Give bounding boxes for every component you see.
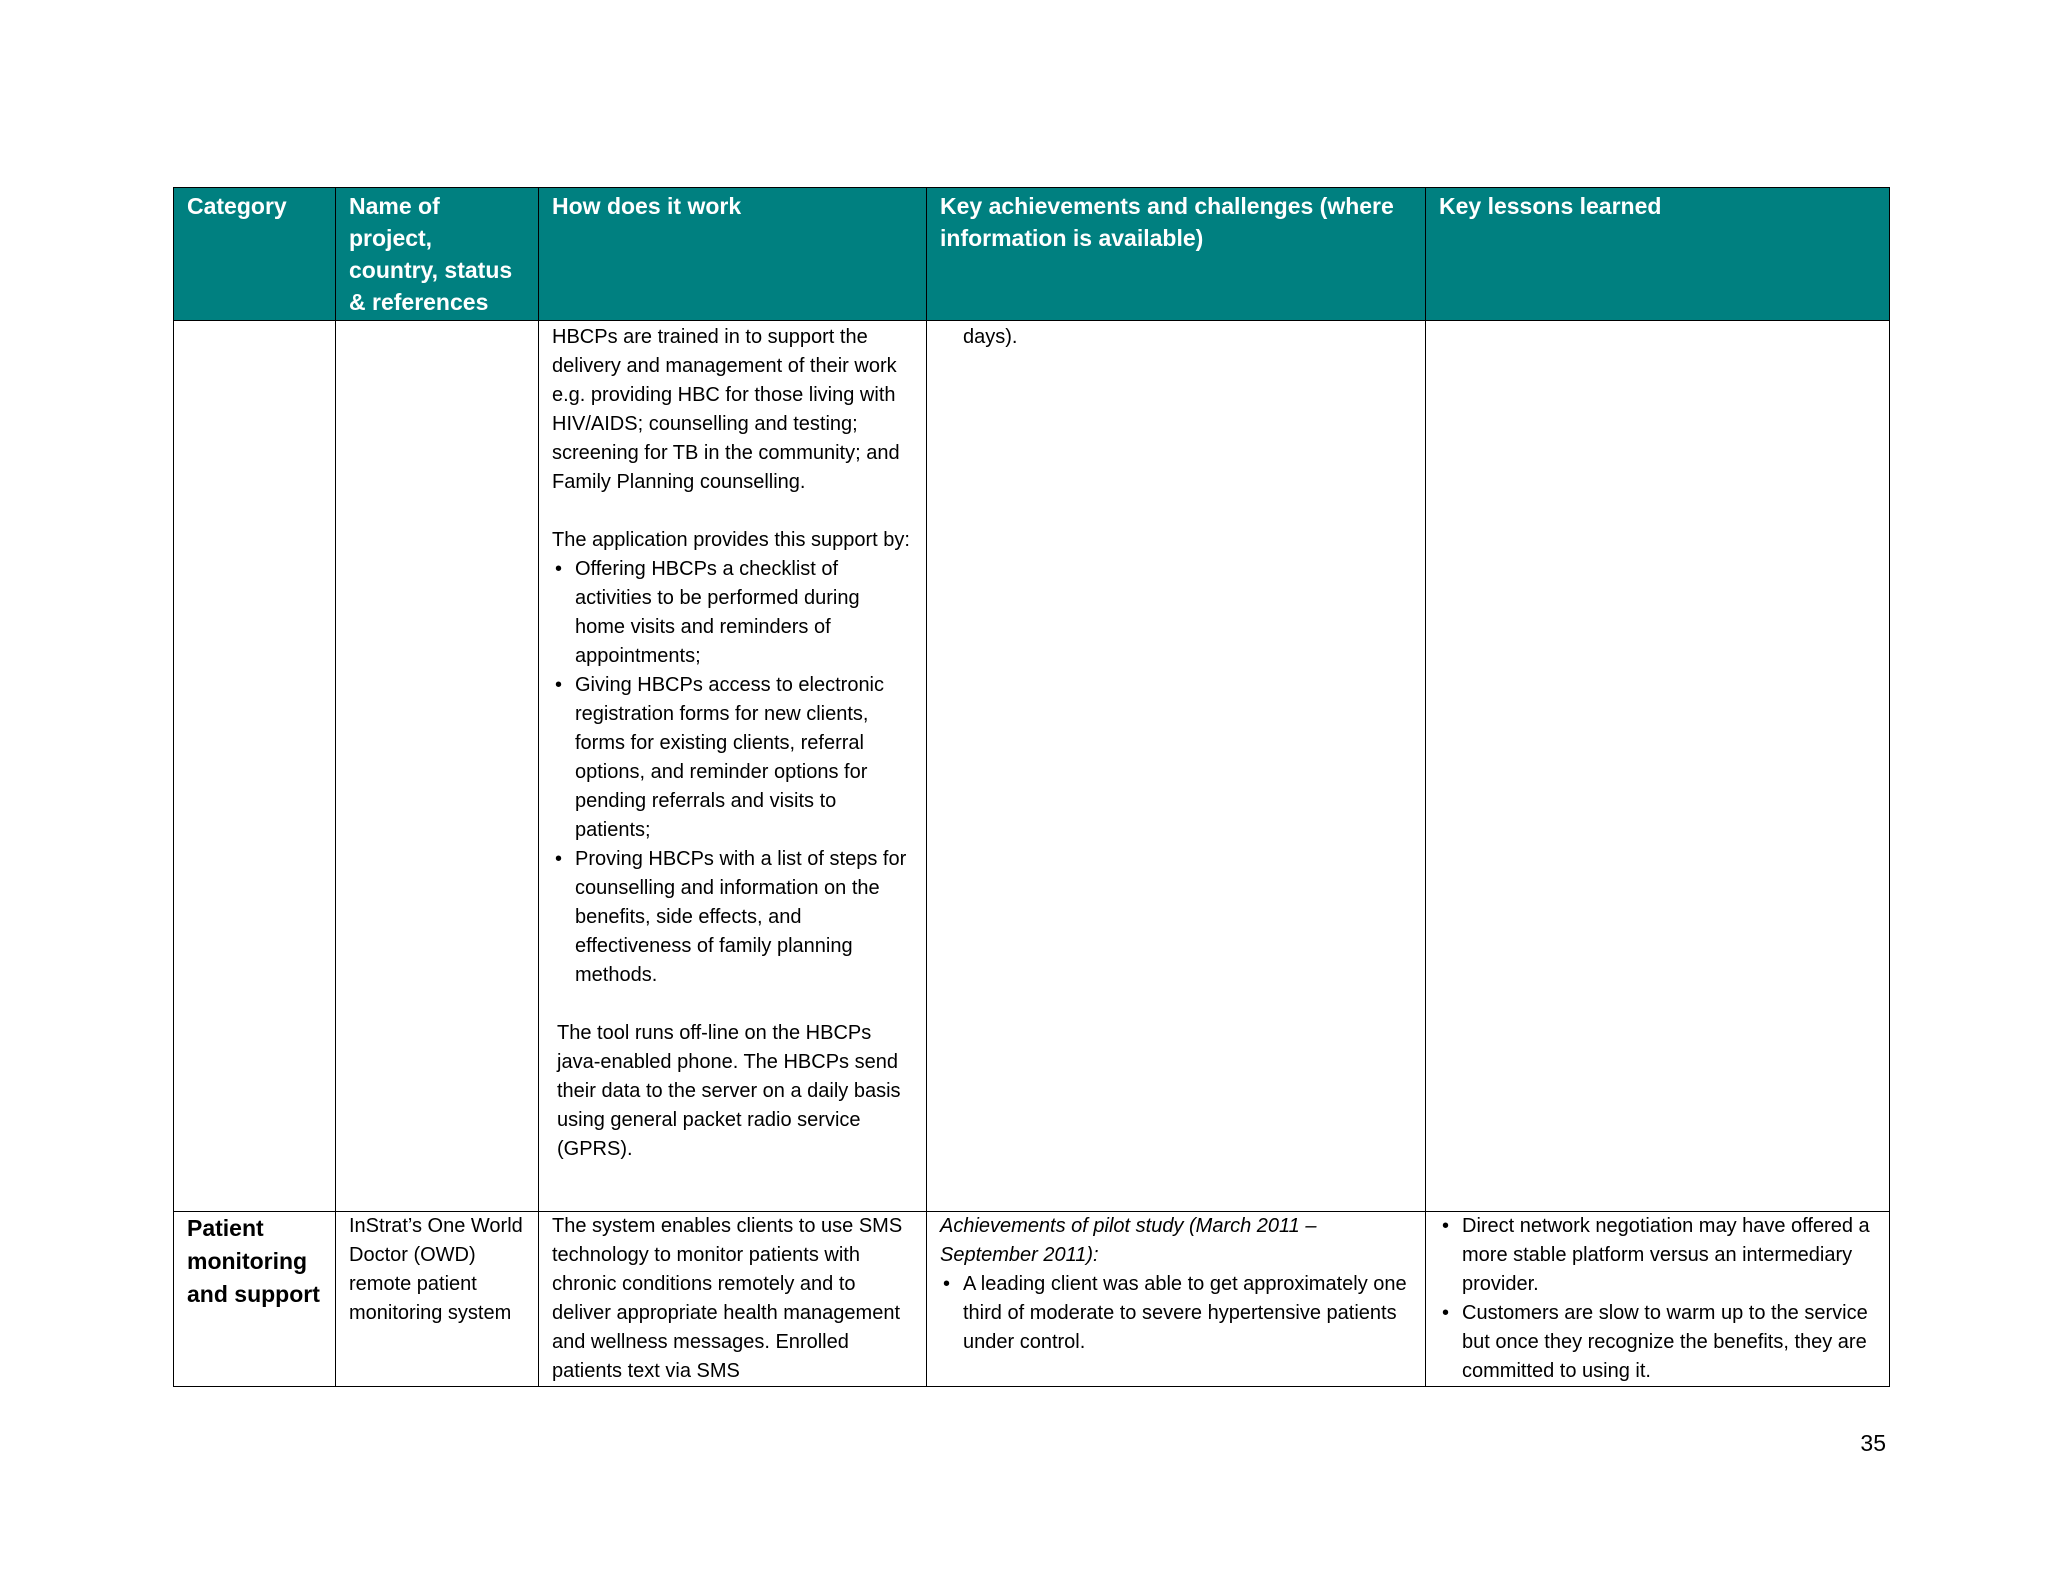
bullet-icon: • xyxy=(555,558,563,580)
header-category: Category xyxy=(174,188,336,321)
cell-how-it-works xyxy=(539,321,927,1212)
list-item: • Giving HBCPs access to electronic registration forms for new clients, forms for existing clients, referral options, and reminder options for pending referrals and visits to patients; xyxy=(552,671,914,845)
table-header-row xyxy=(174,188,1890,321)
header-achievements: Key achievements and challenges (where information is available) xyxy=(927,188,1426,321)
bullet-icon: • xyxy=(1442,1215,1450,1237)
list-item: • Proving HBCPs with a list of steps for counselling and information on the benefits, side effects, and effectiveness of family planning methods. xyxy=(552,845,914,990)
cell-achievements xyxy=(927,1212,1426,1387)
achievements-bullet-list xyxy=(940,1270,1413,1357)
page-number: 35 xyxy=(1860,1430,1886,1456)
cell-category xyxy=(174,321,336,1212)
lessons-bullet-list xyxy=(1439,1212,1877,1386)
table-row-patient-monitoring xyxy=(174,1212,1890,1387)
cell-category xyxy=(174,1212,336,1387)
cell-achievements: days). xyxy=(927,321,1426,1212)
list-item: • A leading client was able to get approximately one third of moderate to severe hypertensive patients under control. xyxy=(940,1270,1413,1357)
category-label: Patient monitoring and support xyxy=(187,1215,320,1307)
table-row-continued xyxy=(174,321,1890,1212)
how-closing-text: The tool runs off-line on the HBCPs java-enabled phone. The HBCPs send their data to the server on a daily basis using general packet radio service (GPRS). xyxy=(557,1022,901,1160)
bullet-icon: • xyxy=(1442,1302,1450,1324)
cell-how-it-works: The system enables clients to use SMS technology to monitor patients with chronic conditions remotely and to deliver appropriate health management and wellness messages. Enrolled patients text via SMS xyxy=(539,1212,927,1387)
list-item: • Customers are slow to warm up to the service but once they recognize the benefits, they are committed to using it. xyxy=(1439,1299,1877,1386)
how-intro-text: HBCPs are trained in to support the delivery and management of their work e.g. providing HBC for those living with HIV/AIDS; counselling and testing; screening for TB in the community; and Family Planning counselling. xyxy=(552,326,900,493)
bullet-icon: • xyxy=(943,1273,951,1295)
header-project-name: Name of project, country, status & references xyxy=(336,188,539,321)
cell-project-name: InStrat’s One World Doctor (OWD) remote patient monitoring system xyxy=(336,1212,539,1387)
bullet-icon: • xyxy=(555,674,563,696)
bullet-icon: • xyxy=(555,848,563,870)
cell-lessons xyxy=(1426,321,1890,1212)
list-item: • Offering HBCPs a checklist of activities to be performed during home visits and reminders of appointments; xyxy=(552,555,914,671)
cell-project-name xyxy=(336,321,539,1212)
list-item: • Direct network negotiation may have offered a more stable platform versus an intermediary provider. xyxy=(1439,1212,1877,1299)
projects-table xyxy=(173,187,1890,1387)
cell-lessons xyxy=(1426,1212,1890,1387)
how-support-lead: The application provides this support by: xyxy=(552,529,910,551)
achievements-heading: Achievements of pilot study (March 2011 – September 2011): xyxy=(940,1215,1317,1266)
header-how-it-works: How does it work xyxy=(539,188,927,321)
how-bullet-list xyxy=(552,555,914,990)
header-lessons: Key lessons learned xyxy=(1426,188,1890,321)
